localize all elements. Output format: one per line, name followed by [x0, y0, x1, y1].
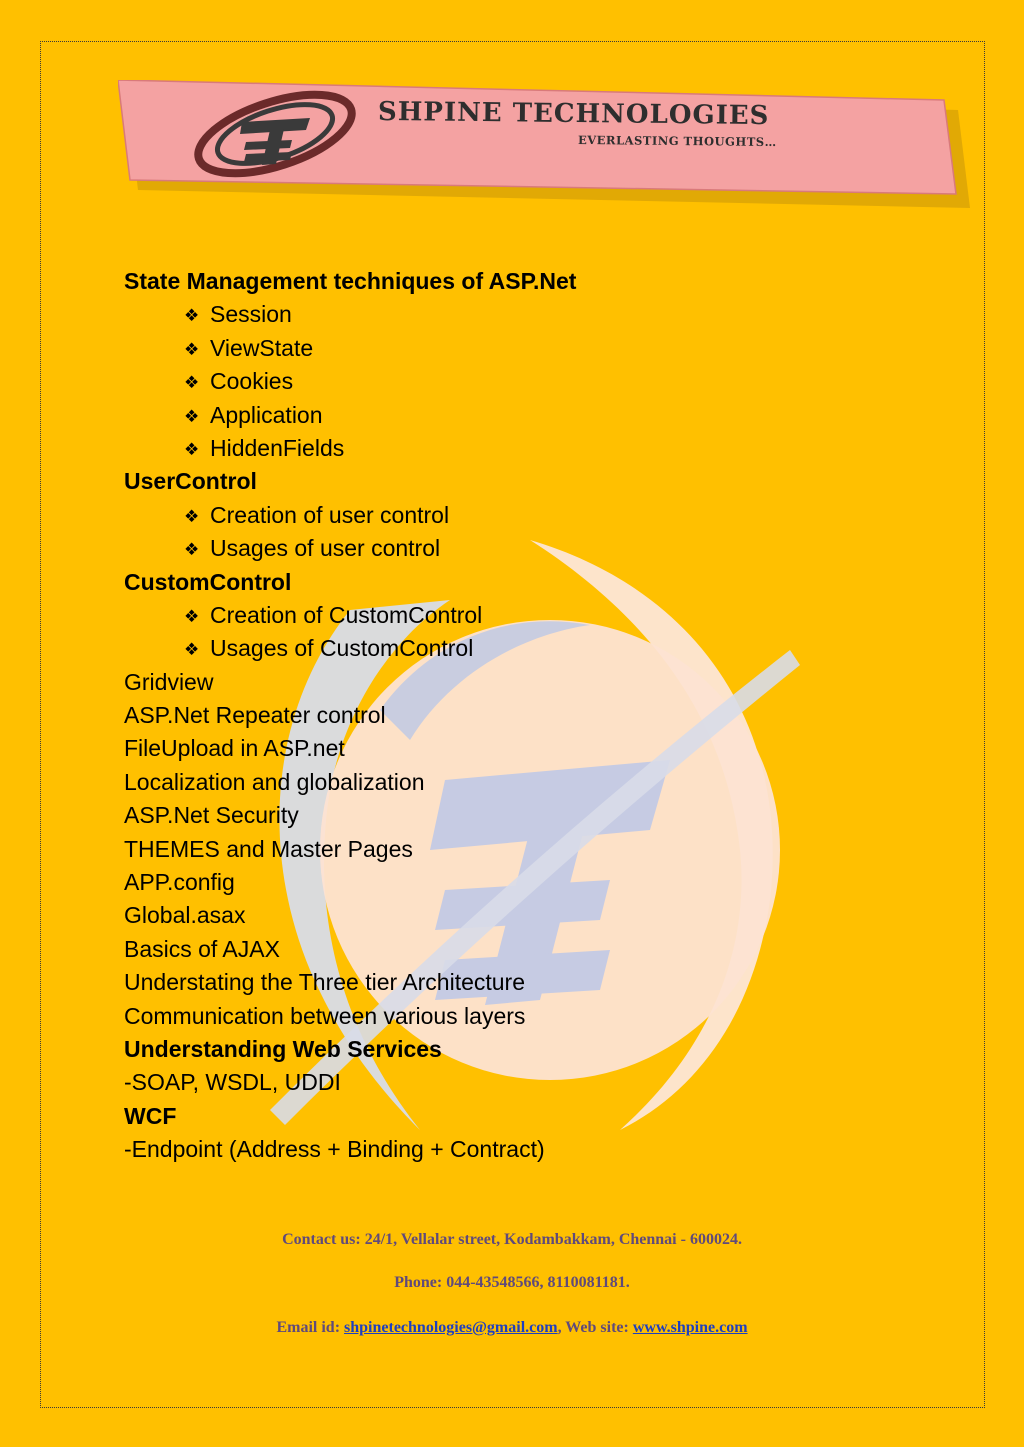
course-outline: [124, 265, 576, 1167]
list-item: [124, 332, 576, 365]
list-item: [124, 432, 576, 465]
topic-line: APP.config: [124, 869, 235, 896]
diamond-bullet-icon: ❖: [184, 640, 200, 660]
list-item-text: Application: [210, 401, 323, 428]
diamond-bullet-icon: ❖: [184, 606, 200, 626]
list-item-text: Creation of user control: [210, 501, 450, 528]
topic-line: Global.asax: [124, 902, 246, 929]
topic-line: THEMES and Master Pages: [124, 835, 413, 862]
topic-line: Localization and globalization: [124, 768, 425, 795]
diamond-bullet-icon: ❖: [184, 306, 200, 326]
topic-line: Understating the Three tier Architecture: [124, 969, 526, 996]
list-item: [124, 632, 576, 665]
company-tagline: EVERLASTING THOUGHTS…: [577, 132, 777, 150]
list-item: [124, 599, 576, 632]
diamond-bullet-icon: ❖: [184, 339, 200, 359]
topic-line: -SOAP, WSDL, UDDI: [124, 1069, 341, 1096]
list-item-text: HiddenFields: [210, 434, 345, 461]
footer-email-line: [0, 1319, 1024, 1337]
list-item-text: Usages of user control: [210, 535, 441, 562]
topic-line: ASP.Net Repeater control: [124, 702, 386, 729]
topic-line: Gridview: [124, 668, 214, 695]
email-label: Email id:: [276, 1319, 345, 1336]
list-item: [124, 298, 576, 331]
section-heading: UserControl: [124, 468, 257, 495]
section-heading: WCF: [124, 1102, 177, 1129]
list-item-text: Session: [210, 301, 292, 328]
topic-line: ASP.Net Security: [124, 802, 299, 829]
section-heading: CustomControl: [124, 568, 292, 595]
topic-line: FileUpload in ASP.net: [124, 735, 345, 762]
topic-line: -Endpoint (Address + Binding + Contract): [124, 1136, 545, 1163]
section-heading: State Management techniques of ASP.Net: [124, 268, 577, 294]
email-link[interactable]: shpinetechnologies@gmail.com: [344, 1319, 558, 1336]
diamond-bullet-icon: ❖: [184, 406, 200, 426]
topic-line: Basics of AJAX: [124, 935, 280, 962]
list-item-text: Usages of CustomControl: [210, 635, 474, 662]
list-item: [124, 399, 576, 432]
shpine-logo-icon: [180, 86, 370, 182]
diamond-bullet-icon: ❖: [184, 373, 200, 393]
website-link[interactable]: www.shpine.com: [632, 1319, 748, 1336]
list-item: [124, 499, 576, 532]
section-heading: Understanding Web Services: [124, 1035, 442, 1062]
list-item-text: ViewState: [210, 334, 314, 361]
diamond-bullet-icon: ❖: [184, 540, 200, 560]
topic-line: Communication between various layers: [124, 1002, 526, 1029]
footer-phone: Phone: 044-43548566, 8110081181.: [394, 1274, 630, 1291]
footer-contact: Contact us: 24/1, Vellalar street, Kodambakkam, Chennai - 600024.: [282, 1231, 742, 1248]
list-item-text: Creation of CustomControl: [210, 601, 483, 628]
website-label: , Web site:: [557, 1319, 633, 1336]
list-item: [124, 365, 576, 398]
list-item: [124, 532, 576, 565]
list-item-text: Cookies: [210, 368, 294, 395]
diamond-bullet-icon: ❖: [184, 506, 200, 526]
company-name: SHPINE TECHNOLOGIES: [377, 96, 770, 132]
diamond-bullet-icon: ❖: [184, 439, 200, 459]
